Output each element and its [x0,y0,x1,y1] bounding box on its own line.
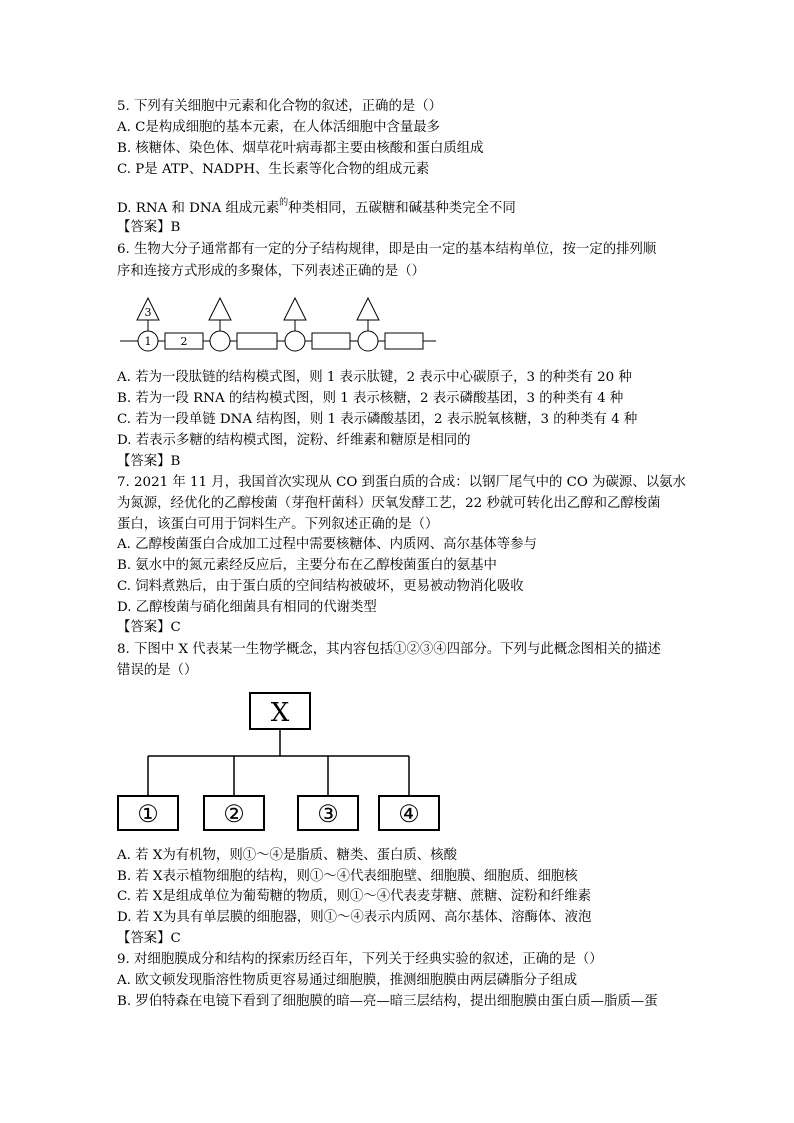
rect [385,333,423,349]
concept-map-diagram [110,688,450,838]
q9-option-a: A. 欧文顿发现脂溶性物质更容易通过细胞膜，推测细胞膜由两层磷脂分子组成 [117,973,578,988]
q7-option-b: B. 氨水中的氮元素经反应后，主要分布在乙醇梭菌蛋白的氨基中 [117,558,497,573]
q6-option-b: B. 若为一段 RNA 的结构模式图，则 1 表示核糖，2 表示磷酸基团，3 的种类有 4 种 [117,391,624,406]
triangle [209,298,231,320]
q6-option-c: C. 若为一段单链 DNA 结构图，则 1 表示磷酸基团，2 表示脱氧核糖，3 的种类有 4 种 [117,412,638,427]
label-2: 2 [180,335,188,348]
q5-option-d [117,193,516,219]
q7-stem-line1: 7. 2021 年 11 月，我国首次实现从 CO 到蛋白质的合成：以钢厂尾气中的 CO 为碳源、以氨水 [117,475,686,490]
triangle [284,298,306,320]
label-3: 3 [144,306,152,319]
q5-stem: 5. 下列有关细胞中元素和化合物的叙述，正确的是（） [117,99,443,114]
circle [285,331,305,351]
q8-stem-line2: 错误的是（） [117,663,198,678]
concept-3-label: ③ [317,800,339,828]
q8-option-c: C. 若 X是组成单位为葡萄糖的物质，则①～④代表麦芽糖、蔗糖、淀粉和纤维素 [117,889,591,904]
circle [210,331,230,351]
concept-2-label: ② [223,800,245,828]
rect [312,333,350,349]
q7-option-d: D. 乙醇梭菌与硝化细菌具有相同的代谢类型 [117,600,377,615]
q8-option-d: D. 若 X为具有单层膜的细胞器，则①～④表示内质网、高尔基体、溶酶体、液泡 [117,910,592,925]
q7-option-a: A. 乙醇梭菌蛋白合成加工过程中需要核糖体、内质网、高尔基体等参与 [117,537,537,552]
q6-option-a: A. 若为一段肽链的结构模式图，则 1 表示肽键，2 表示中心碳原子，3 的种类有 20 种 [117,370,632,385]
q5-option-b: B. 核糖体、染色体、烟草花叶病毒都主要由核酸和蛋白质组成 [117,141,484,156]
q7-stem-line3: 蛋白，该蛋白可用于饲料生产。下列叙述正确的是（） [117,517,439,532]
q5-option-a: A. C是构成细胞的基本元素，在人体活细胞中含量最多 [117,120,441,135]
q7-option-c: C. 饲料煮熟后，由于蛋白质的空间结构被破坏，更易被动物消化吸收 [117,579,524,594]
circle [358,331,378,351]
q8-option-b: B. 若 X表示植物细胞的结构，则①～④代表细胞壁、细胞膜、细胞质、细胞核 [117,869,578,884]
q5-answer: 【答案】B [117,220,181,235]
q8-stem-line1: 8. 下图中 X 代表某一生物学概念，其内容包括①②③④四部分。下列与此概念图相关的描述 [117,642,661,657]
q5-option-c: C. P是 ATP、NADPH、生长素等化合物的组成元素 [117,162,430,177]
q5-option-d-pre: D. RNA 和 DNA 组成元素 [117,201,280,216]
q5-option-d-post: 种类相同，五碳糖和碱基种类完全不同 [288,201,516,216]
label-1: 1 [144,335,152,348]
rect [237,333,277,349]
concept-1-label: ① [137,800,159,828]
q6-answer: 【答案】B [117,454,181,469]
q7-stem-line2: 为氮源，经优化的乙醇梭菌（芽孢杆菌科）厌氧发酵工艺，22 秒就可转化出乙醇和乙醇梭菌 [117,496,661,511]
q9-stem: 9. 对细胞膜成分和结构的探索历经百年，下列关于经典实验的叙述，正确的是（） [117,952,603,967]
q7-answer: 【答案】C [117,620,181,635]
concept-x-label: X [270,698,290,728]
q9-option-b: B. 罗伯特森在电镜下看到了细胞膜的暗—亮—暗三层结构，提出细胞膜由蛋白质—脂质—蛋 [117,994,658,1009]
q8-option-a: A. 若 X为有机物，则①～④是脂质、糖类、蛋白质、核酸 [117,848,457,863]
concept-4-label: ④ [398,800,420,828]
triangle [357,298,379,320]
polymer-chain-diagram [115,294,440,356]
q5-option-d-sup: 的 [279,198,289,208]
q6-option-d: D. 若表示多糖的结构模式图，淀粉、纤维素和糖原是相同的 [117,433,471,448]
q6-stem-line2: 序和连接方式形成的多聚体，下列表述正确的是（） [117,264,425,279]
q8-answer: 【答案】C [117,931,181,946]
q6-stem-line1: 6. 生物大分子通常都有一定的分子结构规律，即是由一定的基本结构单位，按一定的排列顺 [117,242,657,257]
